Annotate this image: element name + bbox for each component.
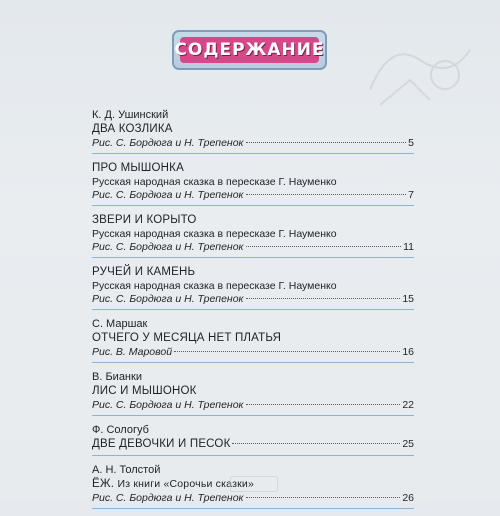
table-of-contents <box>92 108 414 516</box>
toc-page-number: 11 <box>403 241 414 253</box>
toc-page-number: 5 <box>408 137 414 149</box>
heading-plate <box>172 30 327 70</box>
toc-page-number: 7 <box>408 189 414 201</box>
toc-title: ДВЕ ДЕВОЧКИ И ПЕСОК <box>92 438 231 450</box>
toc-page-number: 26 <box>402 492 414 504</box>
toc-author: К. Д. Ушинский <box>92 109 169 121</box>
toc-author: С. Маршак <box>92 318 148 330</box>
toc-title: РУЧЕЙ И КАМЕНЬ <box>92 266 196 278</box>
dot-leader <box>246 142 407 143</box>
toc-illustrator-row <box>92 293 414 306</box>
toc-title: ЁЖ. <box>92 478 115 490</box>
dot-leader <box>246 194 407 195</box>
toc-entry <box>92 108 414 154</box>
toc-illustrator-row <box>92 241 414 254</box>
toc-entry <box>92 213 414 258</box>
toc-page-number: 16 <box>402 346 414 358</box>
toc-illustrator: Рис. С. Бордюга и Н. Трепенок <box>92 293 244 305</box>
toc-illustrator: Рис. В. Маровой <box>92 346 173 358</box>
page-footer-mark <box>230 476 278 492</box>
toc-title: ЛИС И МЫШОНОК <box>92 385 197 397</box>
toc-subtitle: Из книги «Сорочьи сказки» <box>117 478 254 490</box>
toc-illustrator: Рис. С. Бордюга и Н. Трепенок <box>92 492 244 504</box>
toc-entry <box>92 423 414 456</box>
toc-subtitle: Русская народная сказка в пересказе Г. Науменко <box>92 280 337 292</box>
toc-illustrator: Рис. С. Бордюга и Н. Трепенок <box>92 189 244 201</box>
toc-entry <box>92 161 414 206</box>
toc-illustrator-row <box>92 399 414 412</box>
toc-illustrator: Рис. С. Бордюга и Н. Трепенок <box>92 137 244 149</box>
page-title: СОДЕРЖАНИЕ <box>174 40 325 60</box>
dot-leader <box>246 298 401 299</box>
toc-entry <box>92 265 414 310</box>
dot-leader <box>174 351 400 352</box>
toc-illustrator-row <box>92 346 414 359</box>
toc-title: ОТЧЕГО У МЕСЯЦА НЕТ ПЛАТЬЯ <box>92 332 282 344</box>
dot-leader <box>246 404 401 405</box>
toc-illustrator: Рис. С. Бордюга и Н. Трепенок <box>92 241 244 253</box>
toc-author: Ф. Сологуб <box>92 424 149 436</box>
toc-entry <box>92 317 414 363</box>
toc-subtitle: Русская народная сказка в пересказе Г. Науменко <box>92 228 337 240</box>
toc-entry <box>92 370 414 416</box>
toc-author: А. Н. Толстой <box>92 464 161 476</box>
dot-leader <box>246 497 401 498</box>
toc-illustrator: Рис. С. Бордюга и Н. Трепенок <box>92 399 244 411</box>
dot-leader <box>246 246 402 247</box>
heading-banner <box>174 37 325 63</box>
toc-page-number: 22 <box>402 399 414 411</box>
toc-illustrator-row <box>92 189 414 202</box>
toc-title: ЗВЕРИ И КОРЫТО <box>92 214 197 226</box>
background-illustration <box>360 20 480 110</box>
toc-title: ДВА КОЗЛИКА <box>92 123 173 135</box>
toc-subtitle: Русская народная сказка в пересказе Г. Науменко <box>92 176 337 188</box>
toc-page-number: 25 <box>402 438 414 450</box>
toc-title-row <box>92 437 414 452</box>
toc-illustrator-row <box>92 137 414 150</box>
toc-title: ПРО МЫШОНКА <box>92 162 184 174</box>
toc-page-number: 15 <box>402 293 414 305</box>
toc-illustrator-row <box>92 492 414 505</box>
toc-author: В. Бианки <box>92 371 142 383</box>
dot-leader <box>232 443 400 444</box>
